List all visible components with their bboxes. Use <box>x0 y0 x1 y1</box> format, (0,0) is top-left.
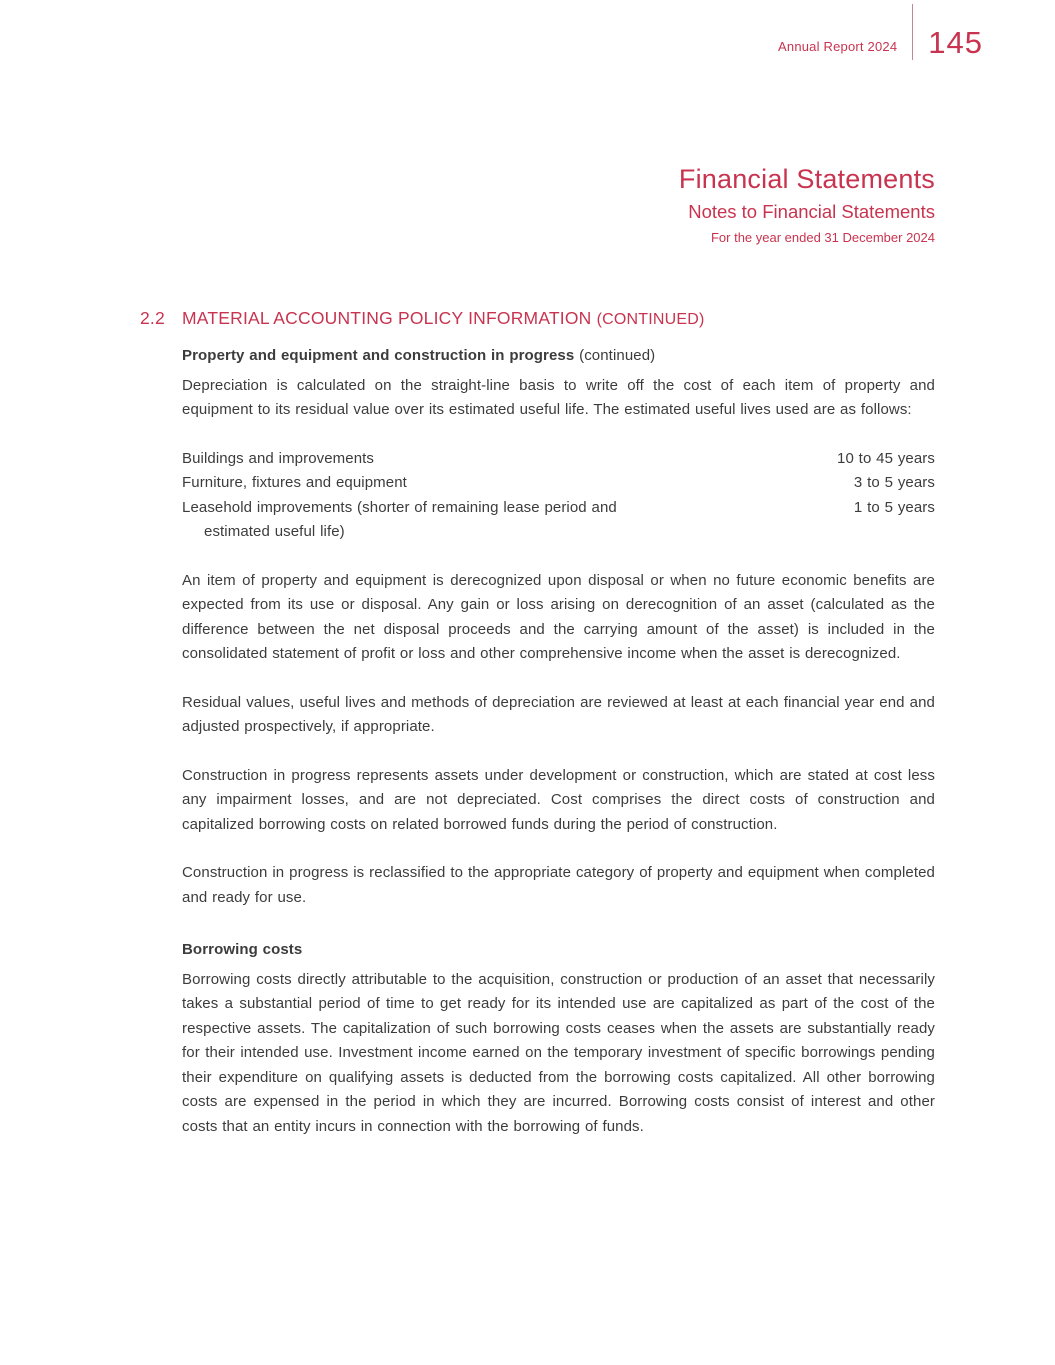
subheading-property-equipment <box>182 344 935 369</box>
table-row <box>182 447 935 472</box>
paragraph-residual-values: Residual values, useful lives and methods of depreciation are reviewed at least at each financial year end and adjusted prospectively, if appropriate. <box>182 693 935 735</box>
report-label: Annual Report 2024 <box>778 39 898 54</box>
section-body <box>182 344 935 1139</box>
section-number: 2.2 <box>140 308 165 328</box>
useful-life-years: 3 to 5 years <box>853 474 935 491</box>
page-header <box>778 0 983 64</box>
document-title: Financial Statements <box>678 164 935 194</box>
useful-life-item: Furniture, fixtures and equipment <box>182 474 407 491</box>
page-number: 145 <box>928 25 983 60</box>
subheading-borrowing-costs: Borrowing costs <box>182 941 303 958</box>
useful-life-years: 10 to 45 years <box>837 449 935 467</box>
paragraph-construction-in-progress: Construction in progress represents assets under development or construction, which are stated at cost less any impairment losses, and are not depreciated. Cost comprises the direct costs of construction and capitalized borrowing costs on related borrowed funds during the period of construction. <box>182 766 935 833</box>
section-title-text: MATERIAL ACCOUNTING POLICY INFORMATION <box>182 308 592 328</box>
paragraph-depreciation: Depreciation is calculated on the straight-line basis to write off the cost of each item of property and equipment to its residual value over its estimated useful life. The estimated useful lives used are as follows: <box>182 376 935 418</box>
section-title <box>182 308 705 329</box>
period-label: For the year ended 31 December 2024 <box>710 230 935 245</box>
paragraph-cip-reclassified: Construction in progress is reclassified to the appropriate category of property and equipment when completed and ready for use. <box>182 864 935 906</box>
document-subtitle: Notes to Financial Statements <box>688 201 935 222</box>
useful-life-item <box>182 496 834 545</box>
table-row <box>182 471 935 496</box>
useful-life-item-line2: estimated useful life) <box>204 523 345 540</box>
paragraph-borrowing-costs: Borrowing costs directly attributable to the acquisition, construction or production of an asset that necessarily takes a substantial period of time to get ready for its intended use are capitalized as part of the cost of the respective assets. The capitalization of such borrowing costs ceases when the assets are substantially ready for their intended use. Investment income earned on the temporary investment of specific borrowings pending their expenditure on qualifying assets is deducted from the borrowing costs capitalized. All other borrowing costs are expensed in the period in which they are incurred. Borrowing costs consist of interest and other costs that an entity incurs in connection with the borrowing of funds. <box>182 970 935 1135</box>
useful-life-years: 1 to 5 years <box>853 498 935 516</box>
section-2-2 <box>140 308 935 1163</box>
header-divider <box>912 4 913 60</box>
subheading-property-equipment-bold: Property and equipment and construction in progress <box>182 347 575 364</box>
useful-life-item: Buildings and improvements <box>182 449 375 467</box>
title-block <box>679 164 935 245</box>
subheading-property-equipment-continued: (continued) <box>574 347 656 364</box>
section-title-suffix: (CONTINUED) <box>596 311 705 328</box>
useful-life-item-line1: Leasehold improvements (shorter of remaining lease period and <box>182 498 617 516</box>
section-heading <box>140 308 935 329</box>
useful-lives-table <box>182 447 935 545</box>
paragraph-derecognition: An item of property and equipment is derecognized upon disposal or when no future economic benefits are expected from its use or disposal. Any gain or loss arising on derecognition of an asset (calculated as the difference between the net disposal proceeds and the carrying amount of the asset) is included in the consolidated statement of profit or loss and other comprehensive income when the asset is derecognized. <box>182 571 935 662</box>
table-row <box>182 496 935 545</box>
